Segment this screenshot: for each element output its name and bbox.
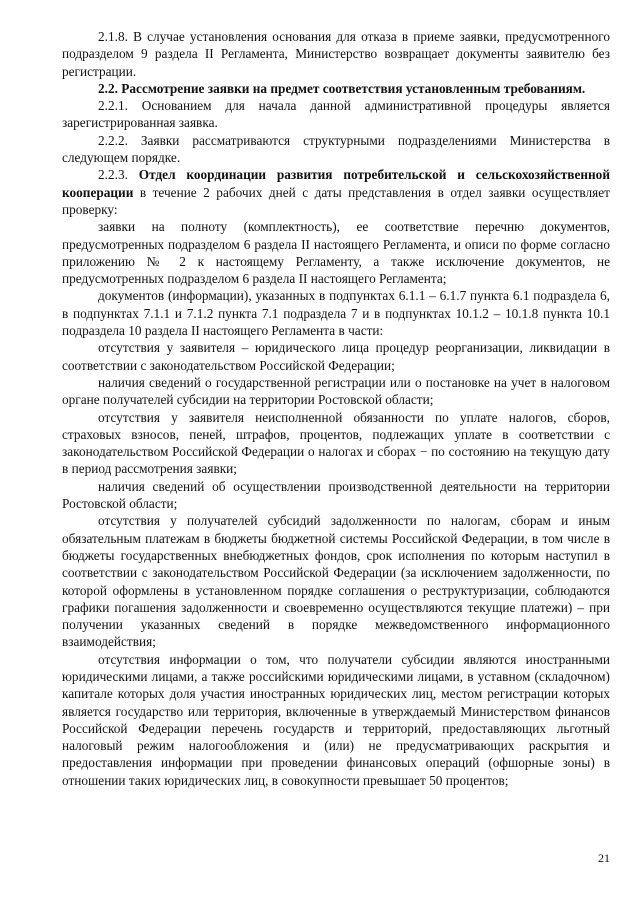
check-item-no-tax-obligation: отсутствия у заявителя неисполненной обязанности по уплате налогов, сборов, страховых взносов, пеней, штрафов, процентов, подлежащих уплате в соответствии с законодательством Российской Федерации о налогах и сборах − по состоянию на текущую дату в период рассмотрения заявки;: [62, 409, 610, 477]
paragraph-2-2-1: 2.2.1. Основанием для начала данной административной процедуры является зарегистрированная заявка.: [62, 98, 610, 131]
section-heading-2-2: 2.2. Рассмотрение заявки на предмет соответствия установленным требованиям.: [98, 80, 586, 96]
check-item-no-debt: отсутствия у получателей субсидий задолженности по налогам, сборам и иным обязательным платежам в бюджеты бюджетной системы Российской Федерации, в том числе в бюджеты государственных внебюджетных фондов, срок исполнения по которым наступил в соответствии с законодательством Российской Федерации (за исключением задолженности, по которой оформлены в установленном порядке соглашения о реструктуризации, соблюдаются графики погашения задолженности и своевременно осуществляются текущие платежи) – при получении указанных сведений в порядке межведомственного информационного взаимодействия;: [62, 513, 610, 650]
paragraph-2-2-2: 2.2.2. Заявки рассматриваются структурными подразделениями Министерства в следующем порядке.: [62, 132, 610, 166]
check-item-offshore: отсутствия информации о том, что получатели субсидии являются иностранными юридическими лицами, а также российскими юридическими лицами, в уставном (складочном) капитале которых доля участия иностранных юридических лиц, местом регистрации которых является государство или территория, включенные в утверждаемый Министерством финансов Российской Федерации перечень государств и территорий, предоставляющих льготный налоговый режим налогообложения и (или) не предусматривающих раскрытия и предоставления информации при проведении финансовых операций (офшорные зоны) в отношении таких юридических лиц, в совокупности превышает 50 процентов;: [62, 651, 610, 788]
document-body: [62, 28, 610, 789]
paragraph-text: в течение 2 рабочих дней с даты представления в отдел заявки осуществляет проверку:: [62, 184, 610, 217]
check-item-production-activity: наличия сведений об осуществлении производственной деятельности на территории Ростовской области;: [62, 478, 610, 512]
check-item-registration: наличия сведений о государственной регистрации или о постановке на учет в налоговом органе получателей субсидии на территории Ростовской области;: [62, 374, 610, 408]
check-item-documents: документов (информации), указанных в подпунктах 6.1.1 – 6.1.7 пункта 6.1 подраздела 6, в подпунктах 7.1.1 и 7.1.2 пункта 7.1 подраздела 7 и в подпунктах 10.1.2 – 10.1.8 пункта 10.1 подраздела 10 раздела II настоящего Регламента в части:: [62, 288, 610, 339]
check-item-no-reorganization: отсутствия у заявителя – юридического лица процедур реорганизации, ликвидации в соответствии с законодательством Российской Федерации;: [62, 340, 610, 373]
paragraph-number: 2.2.3.: [98, 167, 139, 183]
check-item-completeness: заявки на полноту (комплектность), ее соответствие перечню документов, предусмотренных подразделом 6 раздела II настоящего Регламента, и описи по форме согласно приложению № 2 к настоящему Регламенту, а также исключение документов, не предусмотренных подразделом 6 раздела II настоящего Регламента;: [62, 219, 610, 287]
paragraph-2-2-3: [62, 166, 610, 218]
department-name: Отдел координации развития потребительской и сельскохозяйственной кооперации: [62, 167, 610, 200]
page-number: 21: [598, 851, 610, 865]
paragraph-2-1-8: 2.1.8. В случае установления основания для отказа в приеме заявки, предусмотренного подразделом 9 раздела II Регламента, Министерство возвращает документы заявителю без регистрации.: [62, 29, 610, 79]
